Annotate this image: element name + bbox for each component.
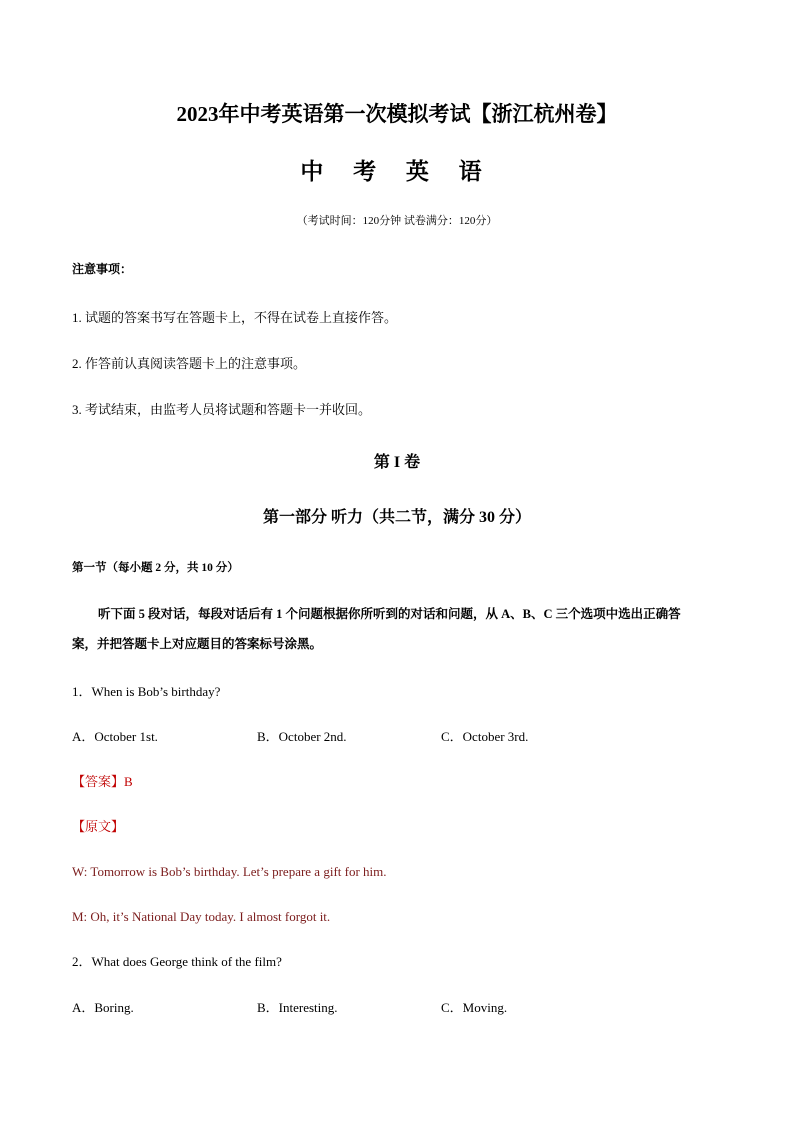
note-item: 1. 试题的答案书写在答题卡上，不得在试卷上直接作答。 (72, 310, 398, 325)
instruction-line: 听下面 5 段对话，每段对话后有 1 个问题根据你所听到的对话和问题，从 A、B、C 三个选项中选出正确答 (98, 607, 681, 621)
question-1-option-a: A．October 1st. (72, 729, 158, 744)
question-2-option-c: C．Moving. (441, 1000, 508, 1015)
note-item: 2. 作答前认真阅读答题卡上的注意事项。 (72, 356, 307, 371)
question-1-option-c: C．October 3rd. (441, 729, 529, 744)
volume-heading: 第 I 卷 (373, 454, 421, 471)
question-1-original-label: 【原文】 (72, 819, 125, 834)
dialog-line: W: Tomorrow is Bob’s birthday. Let’s prepare a gift for him. (72, 864, 387, 879)
notes-heading: 注意事项： (72, 262, 133, 276)
part-heading: 第一部分 听力（共二节，满分 30 分） (262, 509, 531, 526)
question-2-option-a: A．Boring. (72, 1000, 134, 1015)
section-heading: 第一节（每小题 2 分，共 10 分） (72, 562, 239, 574)
exam-subtitle: 中 考 英 语 (300, 159, 494, 184)
dialog-line: M: Oh, it’s National Day today. I almost forgot it. (72, 909, 331, 924)
exam-title: 2023年中考英语第一次模拟考试【浙江杭州卷】 (176, 102, 618, 126)
question-2-option-b: B．Interesting. (257, 1000, 338, 1015)
question-1: 1．When is Bob’s birthday? (72, 684, 221, 699)
question-2: 2．What does George think of the film? (72, 954, 282, 969)
note-item: 3. 考试结束，由监考人员将试题和答题卡一并收回。 (72, 402, 372, 417)
question-1-answer: 【答案】B (72, 774, 133, 789)
exam-info: （考试时间：120分钟 试卷满分：120分） (296, 215, 498, 227)
instruction-line: 案，并把答题卡上对应题目的答案标号涂黑。 (72, 637, 323, 651)
question-1-option-b: B．October 2nd. (257, 729, 347, 744)
